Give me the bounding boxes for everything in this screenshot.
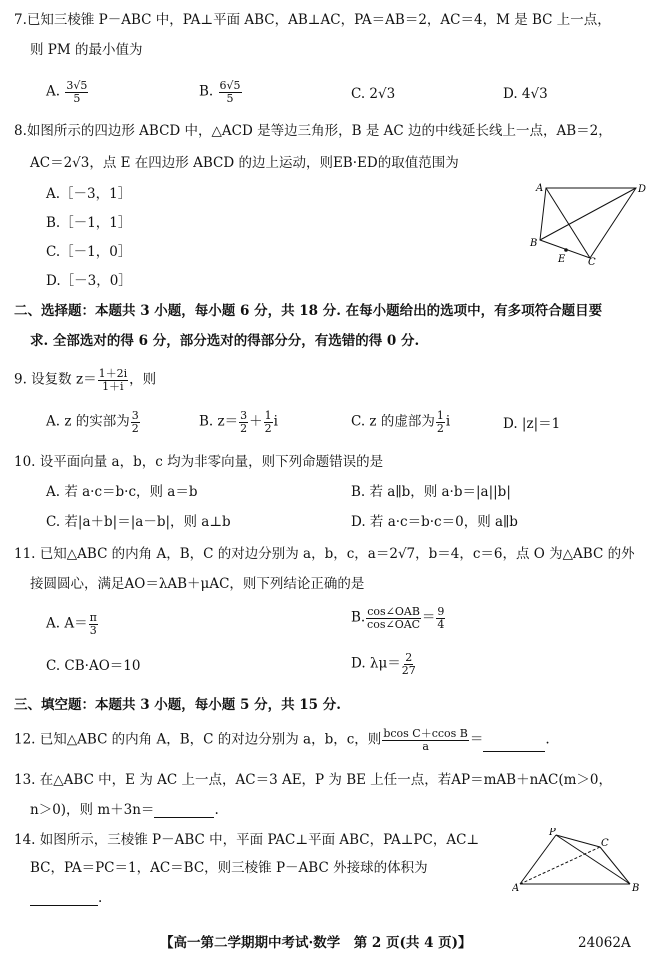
q11-option-b [351,606,446,630]
q8-option-d: D.［－3，0］ [46,273,132,289]
equals-sign: ＝ [469,731,484,748]
fraction [219,80,242,104]
option-text: A. A＝ [46,615,88,632]
q13-stem-line2 [30,802,219,818]
q14-answer-line [30,890,102,906]
option-text: A. z 的实部为 [46,413,130,430]
period: . [214,802,219,818]
denominator: cos∠OAC [367,617,421,631]
denominator: 2 [240,421,248,435]
numerator: 1＋2i [98,367,128,380]
numerator: 3 [240,409,248,422]
denominator: a [422,739,429,753]
fraction [436,606,445,630]
option-label: A. [46,83,61,100]
q10-stem: 10. 设平面向量 a，b，c 均为非零向量，则下列命题错误的是 [14,454,384,470]
q9-option-d: D. |z|＝1 [503,416,561,432]
q10-option-b: B. 若 a∥b，则 a·b＝|a||b| [351,484,511,500]
fraction [65,80,88,104]
fraction [239,410,248,434]
q7-option-d: D. 4√3 [503,86,548,102]
q9-option-a [46,410,141,434]
numerator: π [89,611,97,624]
q13-stem-line1: 13. 在△ABC 中，E 为 AC 上一点，AC＝3 AE，P 为 BE 上任一点，若AP＝mAB＋nAC(m＞0， [14,772,613,788]
denominator: 2 [264,421,272,435]
q8-option-a: A.［－3，1］ [46,186,132,202]
fraction [436,410,445,434]
numerator: cos∠OAB [367,605,420,618]
q9-option-b [199,410,278,434]
q12-answer-blank[interactable] [483,751,545,752]
footer-title: 【高一第二学期期中考试·数学 第 2 页(共 4 页)】 [160,935,472,951]
option-label: B. [199,83,214,100]
q7-stem-line1: 7.已知三棱锥 P－ABC 中，PA⊥平面 ABC，AB⊥AC，PA＝AB＝2，AC＝4，M 是 BC 上一点， [14,12,611,28]
q8-stem-line2: AC＝2√3，点 E 在四边形 ABCD 的边上运动，则EB·ED的取值范围为 [30,155,459,171]
fraction [98,368,129,392]
q8-option-c: C.［－1，0］ [46,244,132,260]
section3-heading: 三、填空题：本题共 3 小题，每小题 5 分，共 15 分. [14,697,341,713]
q13-answer-blank[interactable] [154,817,214,818]
denominator: 2 [131,421,139,435]
q11-stem-line2: 接圆圆心，满足AO＝λAB＋μAC，则下列结论正确的是 [30,576,365,592]
fig-label-a: A [512,883,520,893]
q14-stem-line1: 14. 如图所示，三棱锥 P－ABC 中，平面 PAC⊥平面 ABC，PA⊥PC，AC⊥ [14,832,480,848]
fig-label-b: B [632,883,640,893]
period: . [98,890,103,906]
q7-option-b [199,80,243,104]
q12-stem-prefix: 12. 已知△ABC 的内角 A，B，C 的对边分别为 a，b，c，则 [14,731,382,748]
fig-label-e: E [558,254,566,265]
q9-stem-suffix: ，则 [129,371,157,388]
q14-pyramid-figure [512,828,642,893]
denominator: 5 [226,91,234,105]
q11-option-d [351,652,417,676]
plus-sign: ＋ [249,413,263,430]
fig-label-a: A [536,183,544,194]
fraction [89,612,98,636]
numerator: 1 [264,409,272,422]
fig-label-p: P [549,828,556,838]
q7-option-a [46,80,89,104]
fig-label-c: C [588,257,596,265]
fraction [366,606,421,630]
q14-answer-blank[interactable] [30,905,98,906]
q14-stem-line2: BC，PA＝PC＝1，AC＝BC，则三棱锥 P－ABC 外接球的体积为 [30,860,428,876]
numerator: 9 [437,605,445,618]
option-suffix: i [273,413,278,430]
q11-option-a [46,612,99,636]
denominator: 5 [73,91,81,105]
q11-stem-line1: 11. 已知△ABC 的内角 A，B，C 的对边分别为 a，b，c，a＝2√7，b＝4，c＝6，点 O 为△ABC 的外 [14,546,635,562]
section2-heading-line2: 求. 全部选对的得 6 分，部分选对的得部分分，有选错的得 0 分. [30,333,420,349]
q10-option-c: C. 若|a＋b|＝|a－b|，则 a⊥b [46,514,231,530]
fig-label-d: D [638,184,646,195]
q8-option-b: B.［－1，1］ [46,215,132,231]
fraction [382,728,469,752]
option-text: B. [351,609,366,626]
q13-stem-text: n＞0)，则 m＋3n＝ [30,802,155,818]
option-suffix: i [445,413,451,430]
fig-label-b: B [530,238,538,249]
denominator: 4 [437,617,445,631]
q10-option-a: A. 若 a·c＝b·c，则 a＝b [46,484,198,500]
section2-heading-line1: 二、选择题：本题共 3 小题，每小题 6 分，共 18 分. 在每小题给出的选项中，有多项符合题目要 [14,303,603,319]
fig-label-c: C [601,838,609,849]
q8-quadrilateral-figure [528,180,646,265]
q7-stem-line2: 则 PM 的最小值为 [30,42,143,58]
fraction [402,652,416,676]
q8-stem-line1: 8.如图所示的四边形 ABCD 中，△ACD 是等边三角形，B 是 AC 边的中线延长线上一点，AB＝2， [14,123,612,139]
option-text: D. λμ＝ [351,655,401,672]
numerator: 3 [131,409,139,422]
numerator: 3√5 [66,79,88,92]
q9-option-c [351,410,450,434]
fraction [264,410,273,434]
q9-stem-prefix: 9. 设复数 z＝ [14,371,97,388]
numerator: bcos C＋ccos B [383,727,468,740]
q10-option-d: D. 若 a·c＝b·c＝0，则 a∥b [351,514,518,530]
fraction [131,410,140,434]
denominator: 3 [89,623,97,637]
denominator: 27 [401,663,416,677]
equals-sign: ＝ [421,609,436,626]
q12-stem [14,728,550,752]
q9-stem [14,368,156,392]
q11-option-c: C. CB·AO＝10 [46,658,141,674]
option-text: B. z＝ [199,413,239,430]
option-text: C. z 的虚部为 [351,413,435,430]
denominator: 1＋i [102,379,124,393]
numerator: 2 [405,651,413,664]
numerator: 1 [436,409,444,422]
q7-option-c: C. 2√3 [351,86,396,102]
numerator: 6√5 [219,79,241,92]
footer-code: 24062A [578,935,631,951]
denominator: 2 [436,421,444,435]
period: . [545,731,550,748]
